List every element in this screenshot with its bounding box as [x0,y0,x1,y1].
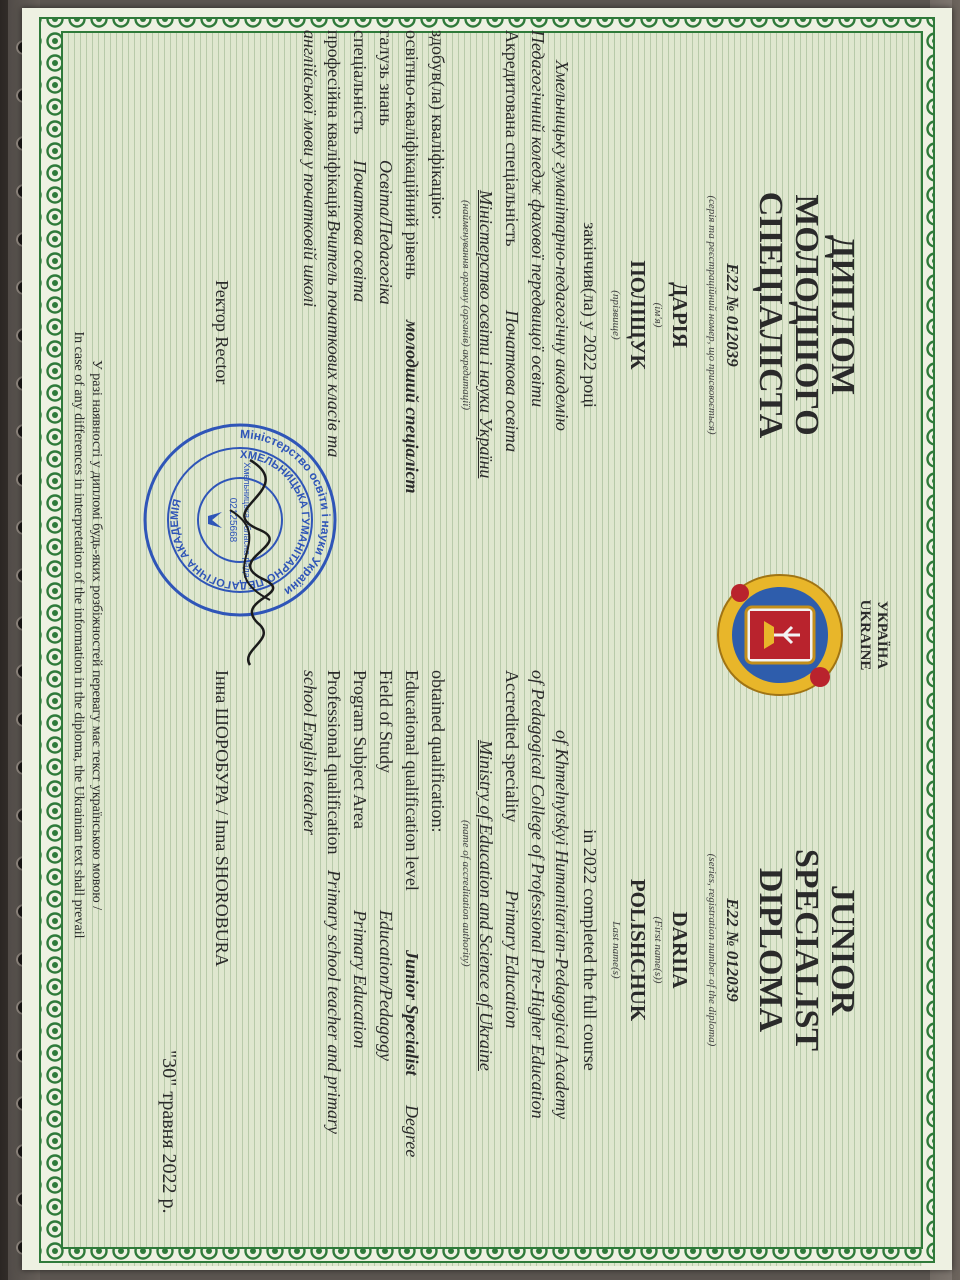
ua-first-name-caption: (ім'я) [652,302,664,328]
ua-title-line-1: ДИПЛОМ [824,234,861,396]
academy-emblem-icon [710,565,850,705]
en-accredited-label: Accredited speciality [502,670,522,823]
ua-institution-line-2: Педагогічний коледж фахової передвищої освіти [528,30,548,408]
stamp-bottom-text: Хмельницька обласна рада [242,462,252,578]
en-last-name-caption: Last name(s) [610,921,622,979]
en-field-value: Education/Pedagogy [376,910,396,1061]
en-title-line-3: DIPLOMA [752,867,789,1033]
ua-obtained: здобув(ла) кваліфікацію: [428,30,448,220]
en-authority-caption: (name of accreditation authority) [460,820,472,967]
footer-note-ua: У разі наявності у дипломі будь-яких розбіжностей перевагу має текст українською мовою / [89,359,104,911]
en-level-degree: Degree [402,1105,422,1158]
ua-prof-label: професійна кваліфікація [324,30,344,218]
ua-institution-line-1: Хмельницьку гуманітарно-педагогічну академію [552,60,572,431]
ua-accredited-value: Початкова освіта [502,310,522,453]
rector-name: Інна ШОРОБУРА / Inna SHOROBURA [212,670,232,967]
ua-prof-value-line-1: Вчитель початкових класів та [324,220,344,458]
ua-level-value: молодший спеціаліст [402,320,422,494]
rector-label: Ректор Rector [212,280,232,385]
stamp-outer-text: Міністерство освіти і науки України [239,426,334,599]
ua-last-name-caption: (прізвище) [610,290,622,340]
ua-level-label: освітньо-кваліфікаційний рівень [402,30,422,280]
ua-title-line-3: СПЕЦІАЛІСТА [752,191,789,439]
en-series-caption: (series, registration number of the diploma) [706,853,718,1047]
en-completed: in 2022 completed the full course [580,829,600,1071]
diploma-content [60,20,900,1250]
en-first-name: DARIIA [668,911,692,989]
ukraine-label-en: UKRAINE [857,599,873,671]
ua-last-name: ПОЛІЩУК [626,260,650,370]
ua-field-value: Освіта/Педагогіка [376,160,396,305]
ua-first-name: ДАРІЯ [668,282,692,348]
issue-date: "30" травня 2022 р. [158,1050,180,1214]
en-prof-label: Professional qualification [324,670,344,855]
en-accredited-value: Primary Education [502,890,522,1029]
ukraine-label-ua: УКРАЇНА [874,600,890,670]
en-first-name-caption: (First name(s)) [652,916,664,984]
en-area-label: Program Subject Area [350,670,370,829]
ua-field-label: галузь знань [376,30,396,126]
ua-specialty-value: Початкова освіта [350,160,370,303]
en-authority: Ministry of Education and Science of Ukraine [476,740,496,1071]
en-title-line-2: SPECIALIST [788,848,825,1052]
en-series-number: Е22 № 012039 [723,898,742,1002]
en-prof-value-line-2: school English teacher [300,670,320,835]
en-prof-value-line-1: Primary school teacher and primary [324,870,344,1134]
en-area-value: Primary Education [350,910,370,1049]
ua-series-caption: (серія та реєстраційний номер, що присвоюється) [706,195,718,435]
en-level-label: Educational qualification level [402,670,422,891]
en-institution-line-1: of Khmelnytskyi Humanitarian-Pedagogical Academy [552,730,572,1120]
ukraine-label [856,585,890,685]
stamp-inner-text: ХМЕЛЬНИЦЬКА ГУМАНІТАРНО-ПЕДАГОГІЧНА АКАДЕМІЯ [168,448,312,592]
english-section [60,660,900,1240]
ua-authority-caption: (найменування органу (органів) акредитації) [460,200,472,411]
ua-prof-value-line-2: англійської мови у початковій школі [300,30,320,308]
ua-title-line-2: МОЛОДШОГО [788,194,825,436]
en-last-name: POLISHCHUK [626,878,650,1022]
en-level-value: Junior Specialist [402,950,422,1076]
ua-series-number: Е22 № 012039 [723,263,742,367]
ua-accredited-label: Акредитована спеціальність [502,30,522,247]
en-title-line-1: JUNIOR [824,884,861,1016]
ua-authority: Міністерство освіти і науки України [476,190,496,479]
ua-specialty-label: спеціальність [350,30,370,135]
en-field-label: Field of Study [376,670,396,774]
footer-note-en: In case of any differences in interpretation of the information in the diploma, the Ukrainian text shall prevail [71,331,86,939]
rector-signature-icon [190,450,320,670]
ua-completed: закінчив(ла) у 2022 році [580,222,600,408]
en-obtained: obtained qualification: [428,670,448,833]
en-institution-line-2: of Pedagogical College of Professional Pre-Higher Education [528,670,548,1119]
stamp-code: 02125668 [227,497,238,543]
